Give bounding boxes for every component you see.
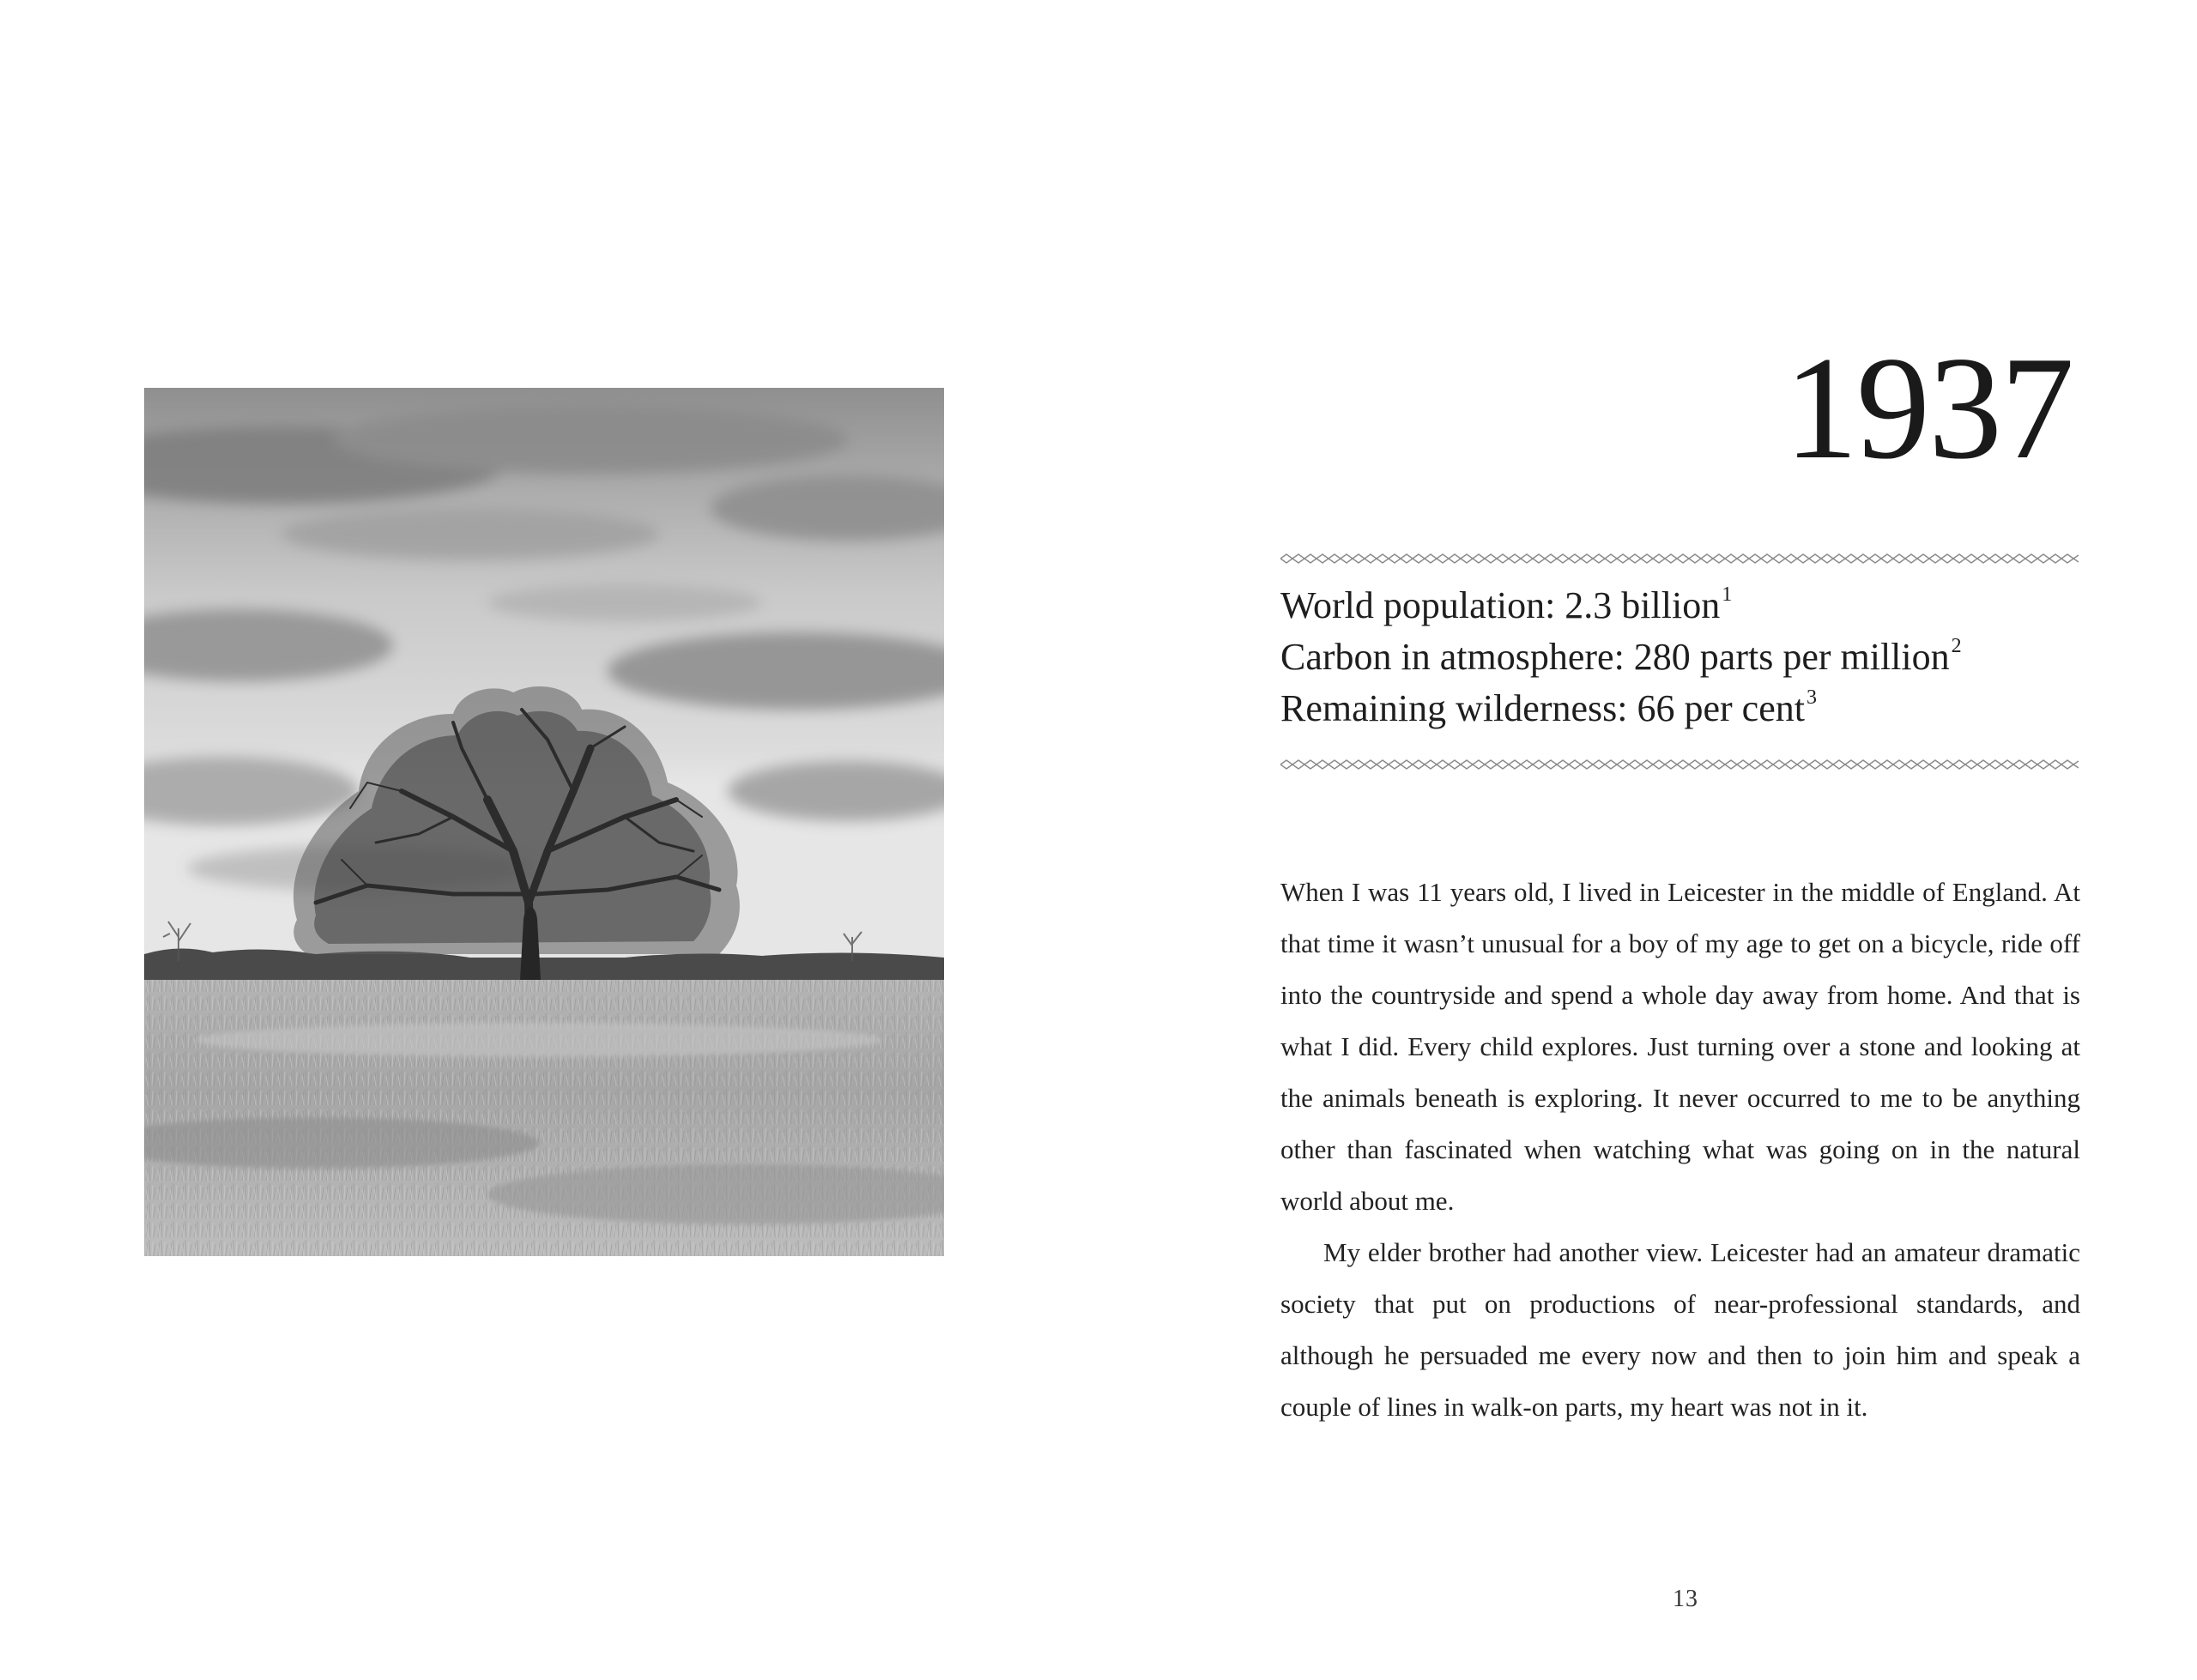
footnote-marker: 1 — [1722, 583, 1733, 606]
decorative-rule-top — [1280, 553, 2079, 565]
tree-photograph — [144, 388, 944, 1256]
stat-world-population: World population: 2.3 billion$^1$ — [1280, 583, 1733, 626]
body-paragraph-2: My elder brother had another view. Leicester had an amateur dramatic society that put on productions of near-professional standards, and although he persuaded me every now and then to join him and speak a couple of lines in walk-on parts, my heart was not in it. — [1280, 1237, 2080, 1422]
footnote-marker: 2 — [1951, 635, 1962, 657]
year-heading: 1937 — [1784, 327, 2073, 490]
footnote-marker: 3 — [1806, 686, 1817, 709]
stat-carbon: Carbon in atmosphere: 280 parts per million$^2$ — [1280, 635, 1962, 678]
tree-photo-image — [144, 388, 944, 1256]
body-text — [1280, 867, 2080, 1433]
decorative-rule-bottom — [1280, 758, 2079, 771]
body-paragraph-1: When I was 11 years old, I lived in Leicester in the middle of England. At that time it wasn’t unusual for a boy of my age to get on a bicycle, ride off into the countryside and spend a whole day away from home. And that is what I did. Every child explores. Just turning over a stone and looking at the animals beneath is exploring. It never occurred to me to be anything other than fascinated when watching what was going on in the natural world about me. — [1280, 877, 2080, 1216]
stat-wilderness: Remaining wilderness: 66 per cent$^3$ — [1280, 686, 1817, 729]
page-number: 13 — [1673, 1586, 1698, 1612]
statistics-block — [1280, 580, 2087, 734]
